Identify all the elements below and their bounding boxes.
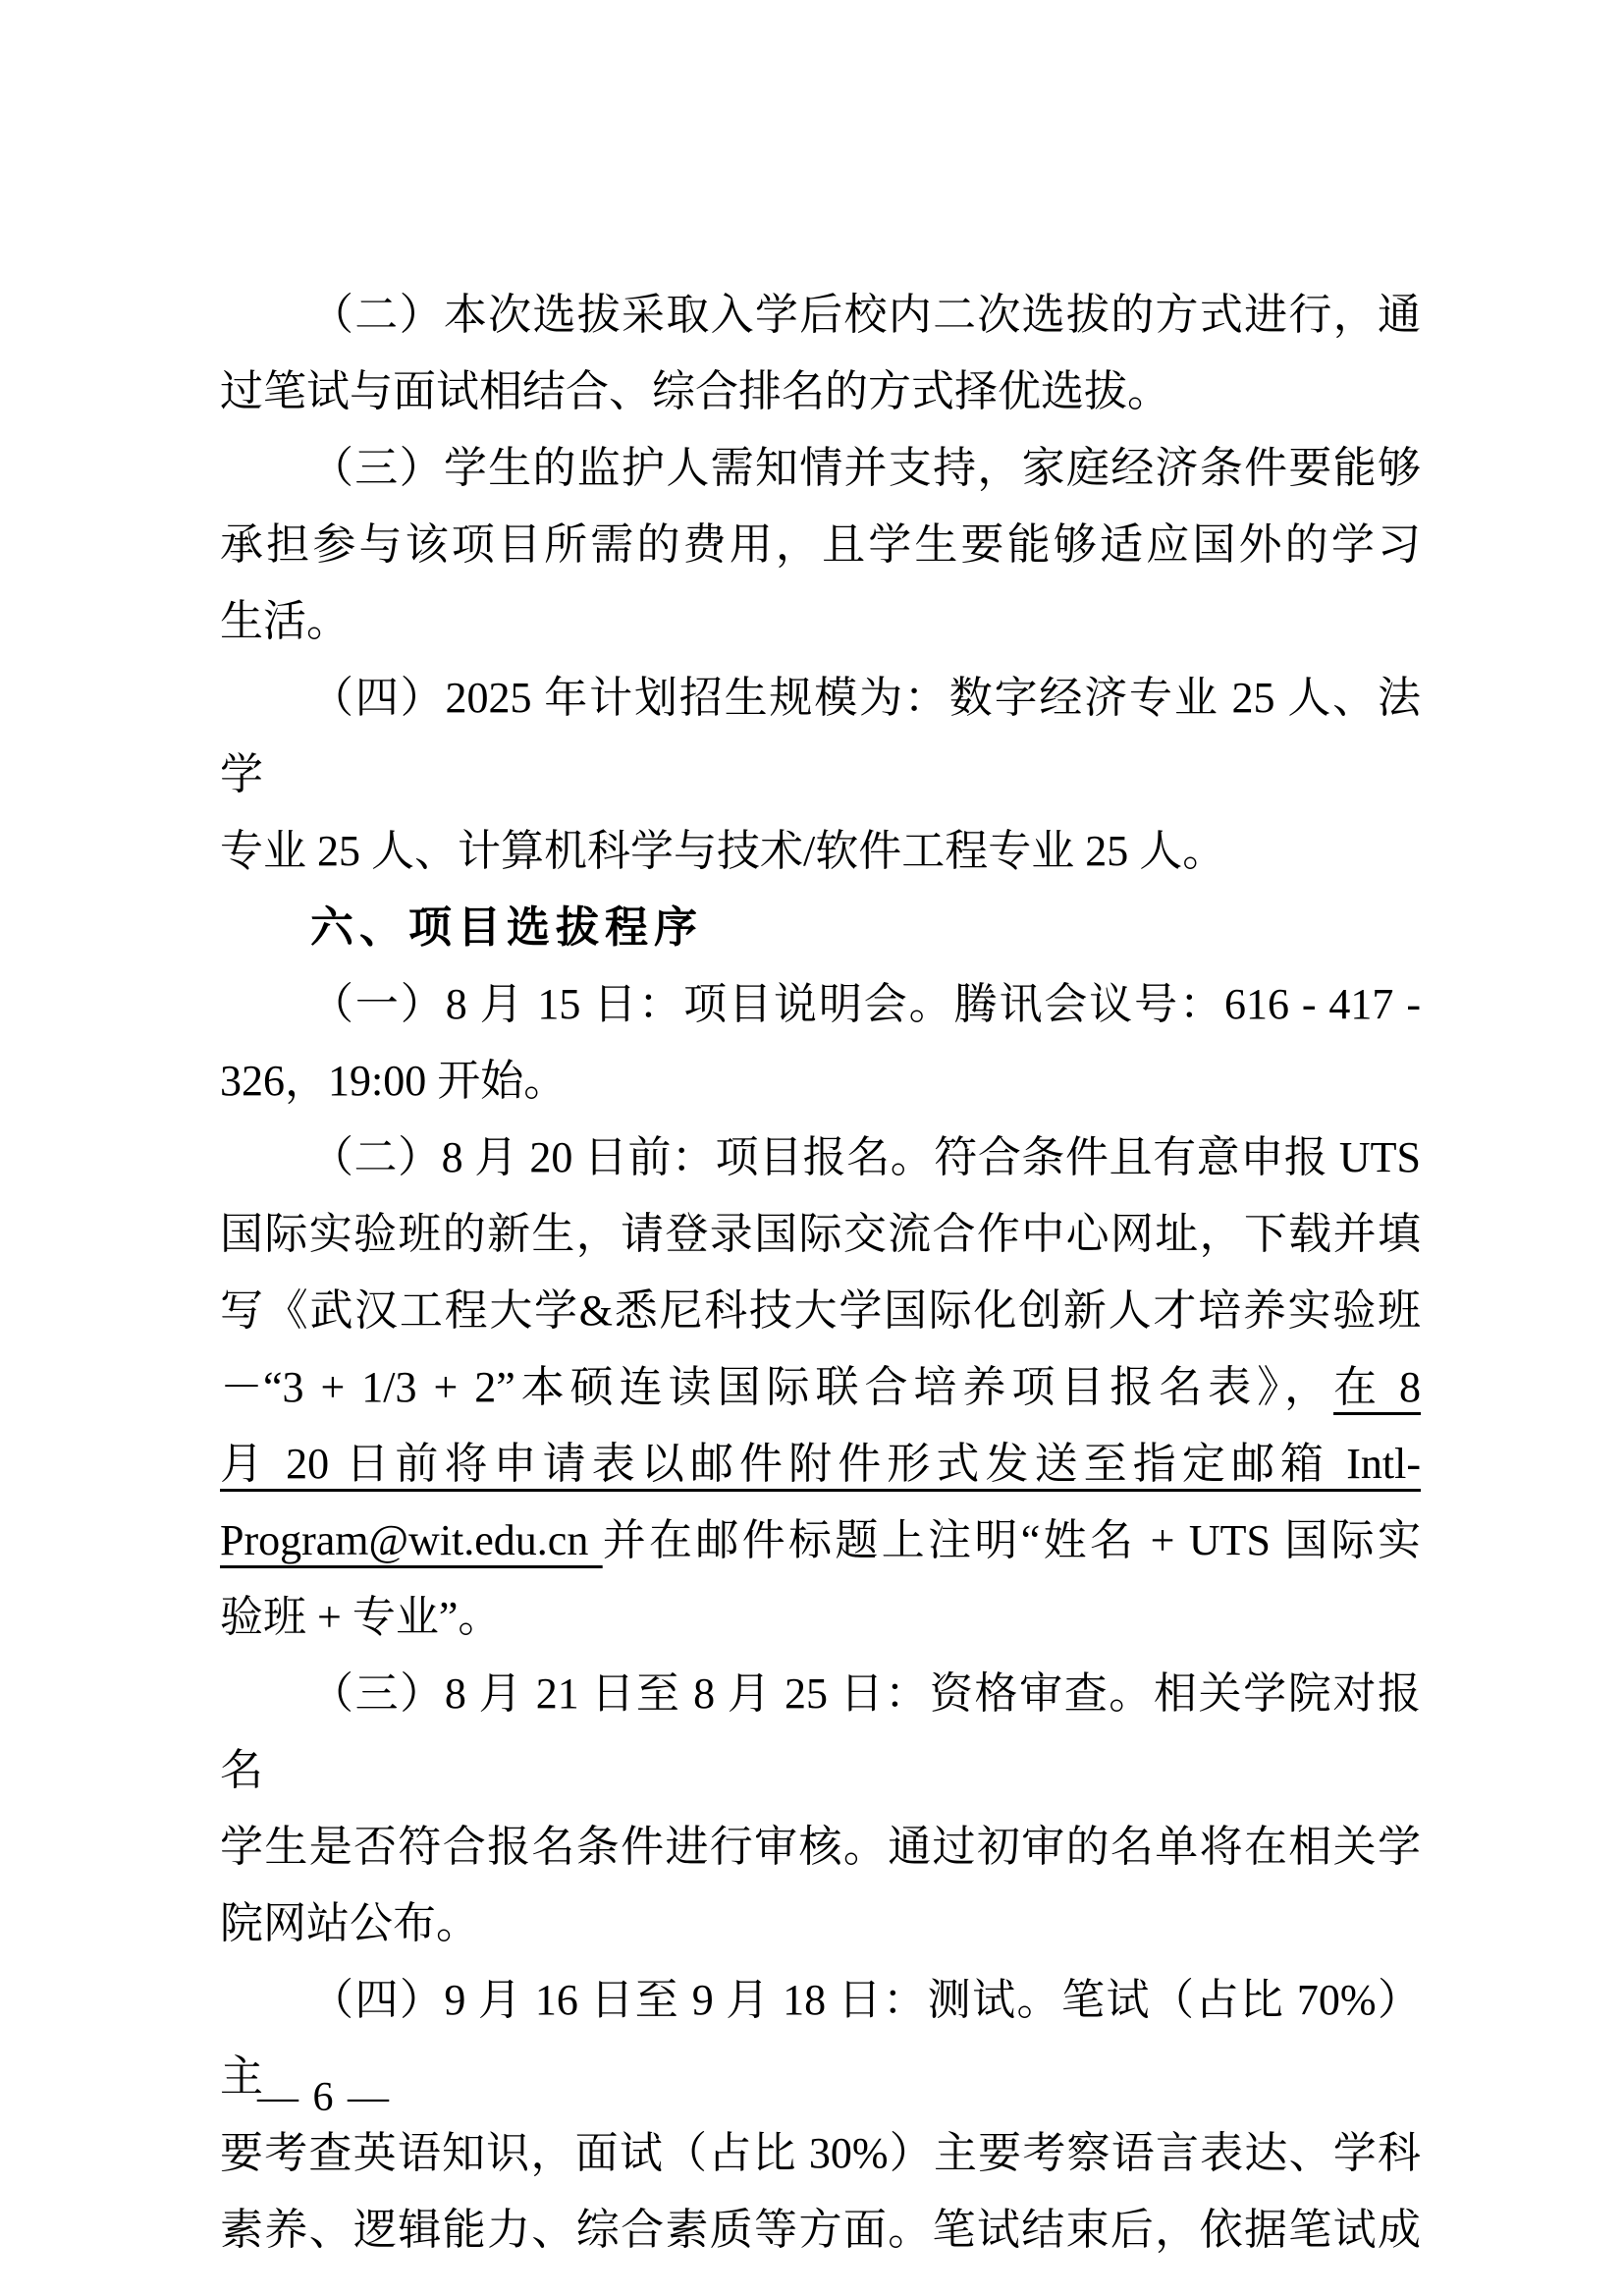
text-segment: 要考查英语知识，面试（占比 30%）主要考察语言表达、学科 xyxy=(220,2129,1421,2177)
text-line xyxy=(220,1273,1421,1349)
text-line xyxy=(220,507,1421,583)
text-segment: 过笔试与面试相结合、综合排名的方式择优选拔。 xyxy=(220,367,1170,415)
text-segment: 验班 + 专业”。 xyxy=(220,1593,502,1641)
text-segment: 院网站公布。 xyxy=(220,1899,479,1947)
underlined-text: 在 8 xyxy=(1333,1363,1422,1411)
text-line xyxy=(220,277,1421,354)
text-line xyxy=(220,354,1421,430)
text-segment: （四）9 月 16 日至 9 月 18 日：测试。笔试（占比 70%）主 xyxy=(220,1976,1421,2101)
text-segment: （二）8 月 20 日前：项目报名。符合条件且有意申报 UTS xyxy=(310,1133,1421,1181)
text-segment: 学生是否符合报名条件进行审核。通过初审的名单将在相关学 xyxy=(220,1823,1421,1871)
text-segment: 国际实验班的新生，请登录国际交流合作中心网址，下载并填 xyxy=(220,1210,1421,1258)
text-segment: 六、项目选拔程序 xyxy=(310,903,703,952)
text-segment: （二）本次选拔采取入学后校内二次选拔的方式进行，通 xyxy=(310,291,1421,339)
text-segment: 生活。 xyxy=(220,597,350,645)
document-body xyxy=(220,277,1421,2269)
text-line xyxy=(220,2115,1421,2192)
text-segment: 写《武汉工程大学&悉尼科技大学国际化创新人才培养实验班 xyxy=(220,1286,1421,1335)
text-line xyxy=(220,1120,1421,1196)
text-segment: （三）学生的监护人需知情并支持，家庭经济条件要能够 xyxy=(310,444,1421,492)
text-line xyxy=(220,966,1421,1043)
text-line xyxy=(220,813,1421,890)
text-line xyxy=(220,2192,1421,2269)
text-segment: 专业 25 人、计算机科学与技术/软件工程专业 25 人。 xyxy=(220,827,1226,875)
section-heading-line xyxy=(220,890,1421,966)
text-line xyxy=(220,1579,1421,1656)
page-number: — 6 — xyxy=(257,2075,391,2120)
text-segment: （一）8 月 15 日：项目说明会。腾讯会议号：616 - 417 - xyxy=(310,980,1421,1028)
text-line xyxy=(220,1656,1421,1809)
text-segment: （四）2025 年计划招生规模为：数字经济专业 25 人、法学 xyxy=(220,674,1421,798)
text-segment: （三）8 月 21 日至 8 月 25 日：资格审查。相关学院对报名 xyxy=(220,1669,1421,1794)
text-line xyxy=(220,1962,1421,2115)
text-segment: 326，19:00 开始。 xyxy=(220,1057,568,1105)
text-line xyxy=(220,1043,1421,1120)
text-line xyxy=(220,430,1421,507)
text-segment: 并在邮件标题上注明“姓名 + UTS 国际实 xyxy=(602,1516,1421,1564)
text-line xyxy=(220,660,1421,813)
text-segment: －“3 + 1/3 + 2”本硕连读国际联合培养项目报名表》， xyxy=(220,1363,1334,1411)
text-line xyxy=(220,1809,1421,1886)
text-line xyxy=(220,1503,1421,1579)
text-line xyxy=(220,1886,1421,1962)
text-line xyxy=(220,1426,1421,1503)
underlined-text: 月 20 日前将申请表以邮件附件形式发送至指定邮箱 Intl- xyxy=(220,1440,1421,1488)
text-segment: 承担参与该项目所需的费用，且学生要能够适应国外的学习 xyxy=(220,520,1421,569)
text-line xyxy=(220,583,1421,660)
text-segment: 素养、逻辑能力、综合素质等方面。笔试结束后，依据笔试成 xyxy=(220,2206,1421,2254)
text-line xyxy=(220,1196,1421,1273)
text-line xyxy=(220,1349,1421,1426)
underlined-text: Program@wit.edu.cn xyxy=(220,1516,603,1564)
